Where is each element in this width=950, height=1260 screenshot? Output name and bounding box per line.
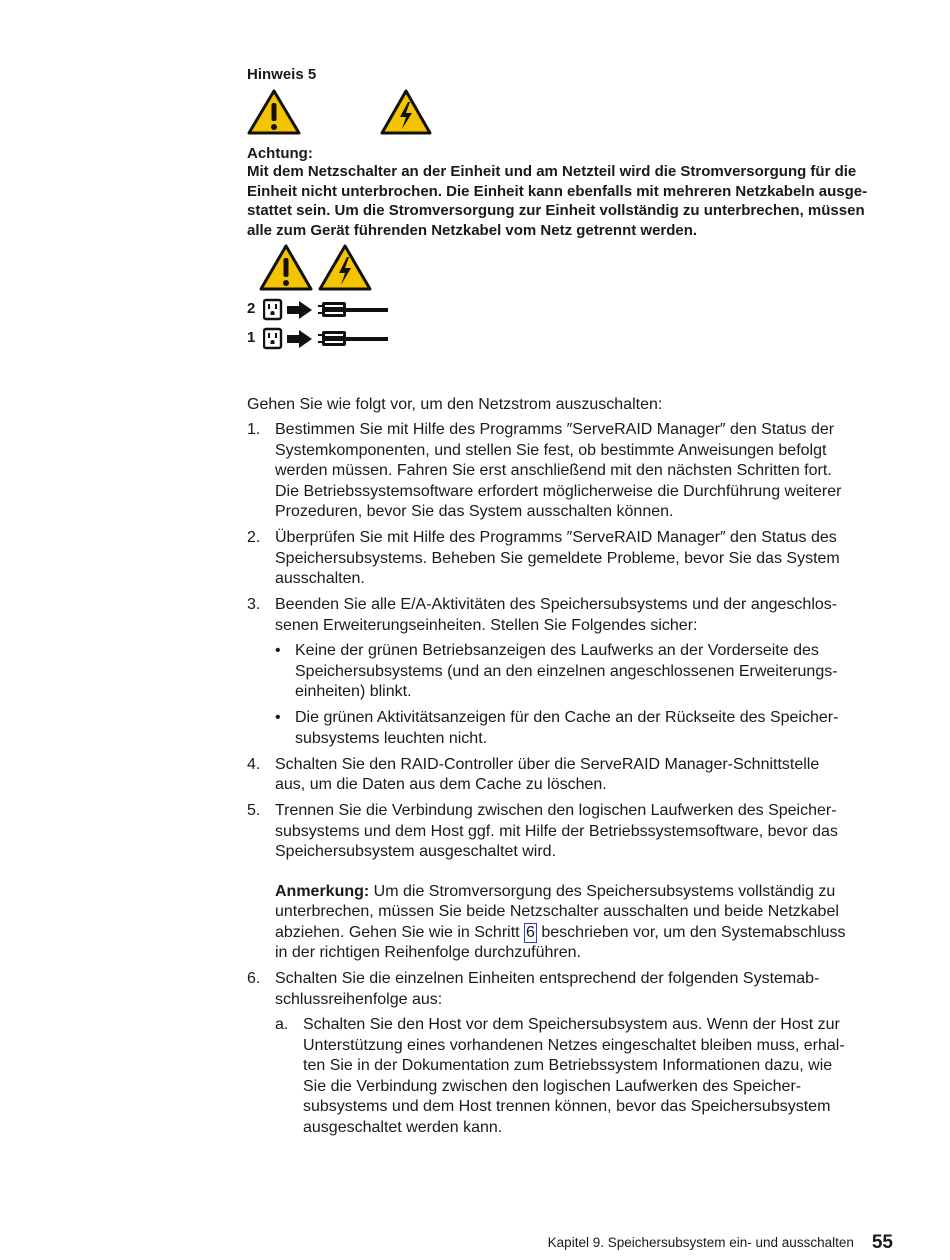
- note-block: Anmerkung: Um die Stromversorgung des Speichersubsystems vollständig zu unterbrechen, müssen Sie beide Netzschalter ausschalten und beide Netzkabel abziehen. Gehen Sie wie in Schritt 6 beschrieben vor, um den Systemabschluss in der richtigen Reihenfolge durchzuführen.: [275, 882, 846, 961]
- cord-number: 2: [247, 300, 256, 317]
- intro-text: Gehen Sie wie folgt vor, um den Netzstrom auszuschalten:: [247, 396, 663, 413]
- step-number: 6.: [247, 970, 261, 987]
- step-number: 5.: [247, 802, 261, 819]
- electrical-hazard-icon: [320, 246, 370, 289]
- warning-exclamation-icon: [249, 91, 299, 133]
- bullet-item: • Keine der grünen Betriebsanzeigen des Laufwerks an der Vorderseite des Speichersubsystems (und an den einzelnen angeschlossenen Erweiterungs- einheiten) blinkt.: [275, 642, 838, 700]
- step-6: 6. Schalten Sie die einzelnen Einheiten entsprechend der folgenden Systemab- schlussreihenfolge aus: a. Schalten Sie den Host vor dem Speichersubsystem aus. Wenn der Host zur Unterstützung eines vorhandenen Netzes eingeschaltet bleiben muss, erhal- ten Sie in der Dokumentation zum Betriebssystem Informationen dazu, wie Sie die Verbindung zwischen den logischen Laufwerken des Speicher- subsystems und dem Host trennen können, bevor das Speichersubsystem ausgeschaltet werden kann.: [247, 969, 895, 1138]
- arrow-right-icon: [287, 330, 312, 348]
- procedure-steps: [247, 420, 895, 1144]
- warning-icons-row: [247, 88, 447, 138]
- cord-number: 1: [247, 329, 256, 346]
- step-5: 5. Trennen Sie die Verbindung zwischen den logischen Laufwerken des Speicher- subsystems und dem Host ggf. mit Hilfe der Betriebssystemsoftware, bevor das Speichersubsystem ausgeschaltet wird. Anmerkung: Um die Stromversorgung des Speichersubsystems vollständig zu unterbrechen, müssen Sie beide Netzschalter ausschalten und beide Netzkabel abziehen. Gehen Sie wie in Schritt 6 beschrieben vor, um den Systemabschluss in der richtigen Reihenfolge durchzuführen.: [247, 801, 895, 964]
- substep-a: a. Schalten Sie den Host vor dem Speichersubsystem aus. Wenn der Host zur Unterstützung eines vorhandenen Netzes eingeschaltet bleiben muss, erhal- ten Sie in der Dokumentation zum Betriebssystem Informationen dazu, wie Sie die Verbindung zwischen den logischen Laufwerken des Speicher- subsystems und dem Host trennen können, bevor das Speichersubsystem ausgeschaltet werden kann.: [275, 1016, 845, 1136]
- bullet-icon: •: [275, 642, 281, 659]
- step-3: 3. Beenden Sie alle E/A-Aktivitäten des Speichersubsystems und der angeschlos- senen Erweiterungseinheiten. Stellen Sie Folgendes sicher: • Keine der grünen Betriebsanzeigen des Laufwerks an der Vorderseite des Speichersubsystems (und an den einzelnen angeschlossenen Erweiterungs- einheiten) blinkt. • Die grünen Aktivitätsanzeigen für den Cache an der Rückseite des Speicher- subsystems leuchten nicht.: [247, 595, 895, 749]
- step-1: 1. Bestimmen Sie mit Hilfe des Programms ″ServeRAID Manager″ den Status der Systemkomponenten, und stellen Sie fest, ob bestimmte Anweisungen befolgt werden müssen. Fahren Sie erst anschließend mit den nächsten Schritten fort. Die Betriebssystemsoftware erfordert möglicherweise die Durchführung weiterer Prozeduren, bevor Sie das System ausschalten können.: [247, 421, 842, 520]
- step-number: 4.: [247, 755, 261, 773]
- step-number: 1.: [247, 421, 261, 438]
- step-number: 2.: [247, 529, 261, 546]
- notice-heading: Hinweis 5: [247, 66, 317, 83]
- page-number: 55: [871, 1232, 893, 1253]
- power-cord-1: [247, 327, 397, 351]
- step-6-link[interactable]: 6: [526, 923, 535, 941]
- step-4: 4. Schalten Sie den RAID-Controller über die ServeRAID Manager-Schnittstelle aus, um die Daten aus dem Cache zu löschen.: [247, 755, 820, 793]
- page-footer: [548, 1231, 893, 1253]
- power-plug-icon: [318, 331, 388, 346]
- chapter-title: Kapitel 9. Speichersubsystem ein- und ausschalten: [547, 1235, 854, 1250]
- step-2: 2. Überprüfen Sie mit Hilfe des Programms ″ServeRAID Manager″ den Status des Speichersubsystems. Beheben Sie gemeldete Probleme, bevor Sie das System ausschalten.: [247, 529, 840, 587]
- step-number: 3.: [247, 596, 261, 613]
- arrow-right-icon: [287, 301, 312, 319]
- note-label: Anmerkung:: [275, 882, 370, 900]
- warning-exclamation-icon: [261, 246, 311, 289]
- power-plug-icon: [318, 302, 388, 317]
- step-6-substeps: [275, 1015, 895, 1138]
- bullet-item: • Die grünen Aktivitätsanzeigen für den Cache an der Rückseite des Speicher- subsystems leuchten nicht.: [275, 709, 839, 747]
- substep-letter: a.: [275, 1016, 289, 1033]
- step-3-bullets: [275, 641, 895, 749]
- electrical-hazard-icon: [382, 91, 430, 133]
- power-cord-2: [247, 298, 397, 322]
- caution-icons-row: [259, 243, 389, 293]
- bullet-icon: •: [275, 709, 281, 726]
- power-outlet-icon: [264, 329, 281, 348]
- power-outlet-icon: [264, 300, 281, 319]
- caution-title: Achtung:: [247, 145, 313, 162]
- caution-text: Mit dem Netzschalter an der Einheit und am Netzteil wird die Stromversorgung für die Einheit nicht unterbrochen. Die Einheit kann ebenfalls mit mehreren Netzkabeln ausge- stattet sein. Um die Stromversorgung zur Einheit vollständig zu unterbrechen, müssen alle zum Gerät führenden Netzkabel vom Netz getrennt werden.: [247, 163, 868, 239]
